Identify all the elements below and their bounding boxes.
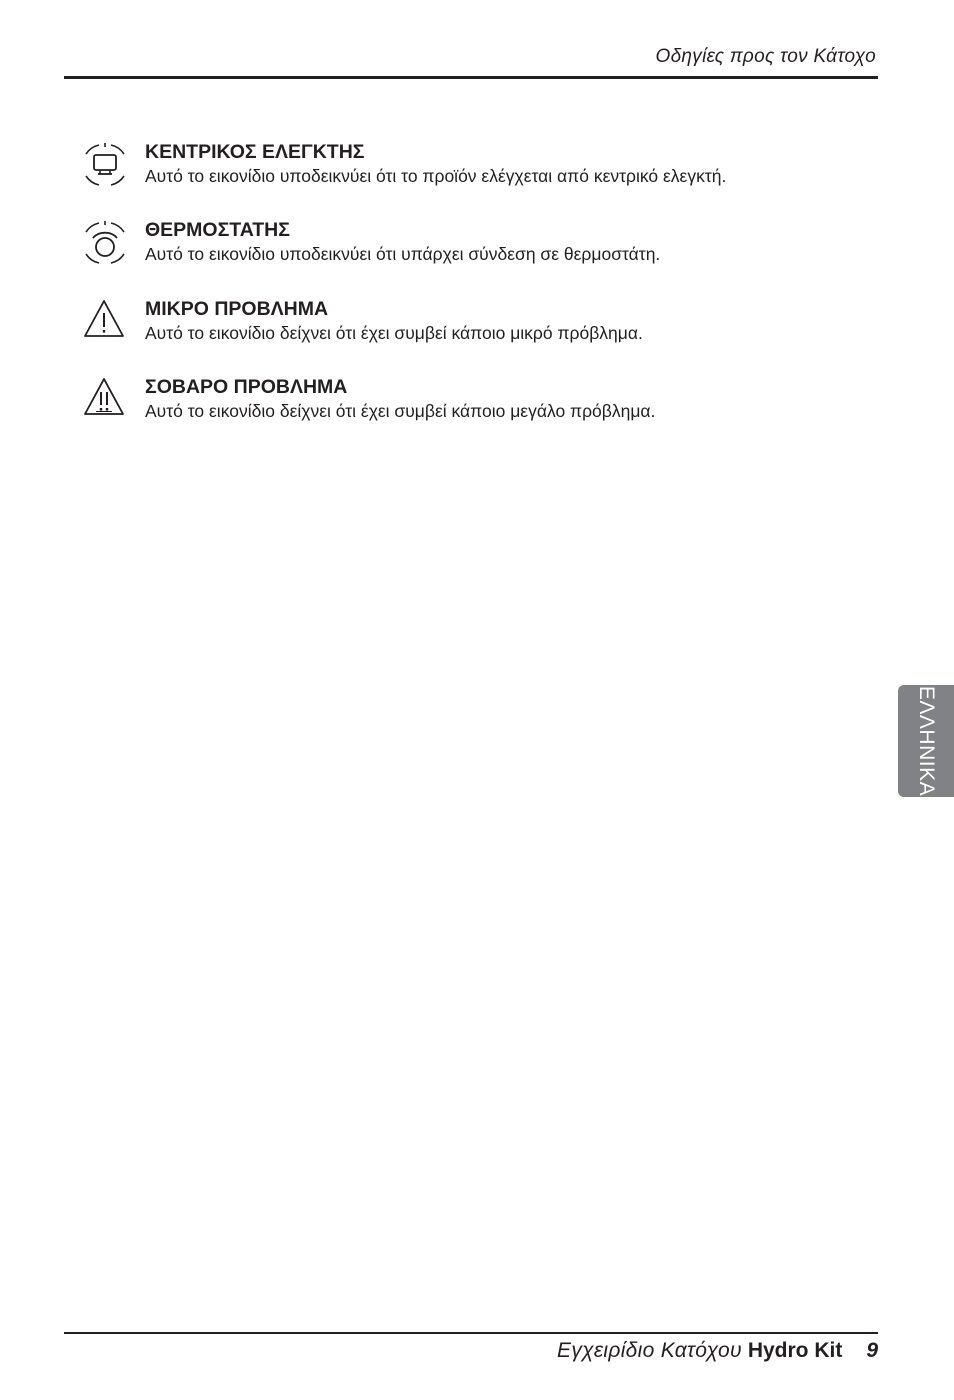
icon-legend-central-controller — [80, 140, 854, 200]
serious-warning-triangle-icon — [80, 375, 130, 425]
footer-manual-title: Εγχειρίδιο Κατόχου — [557, 1339, 742, 1362]
entry-description: Αυτό το εικονίδιο υποδεικνύει ότι το προϊόν ελέγχεται από κεντρικό ελεγκτή. — [145, 166, 727, 186]
entry-description: Αυτό το εικονίδιο δείχνει ότι έχει συμβεί κάποιο μεγάλο πρόβλημα. — [145, 401, 656, 421]
entry-title: ΜΙΚΡΟ ΠΡΟΒΛΗΜΑ — [145, 298, 329, 320]
icon-legend-serious-problem — [80, 375, 854, 435]
language-tab — [898, 685, 954, 797]
entry-title: ΚΕΝΤΡΙΚΟΣ ΕΛΕΓΚΤΗΣ — [145, 141, 365, 163]
entry-description: Αυτό το εικονίδιο υποδεικνύει ότι υπάρχει σύνδεση σε θερμοστάτη. — [145, 244, 661, 264]
warning-triangle-icon — [80, 297, 130, 347]
entry-title: ΣΟΒΑΡΟ ΠΡΟΒΛΗΜΑ — [145, 376, 348, 398]
page-number: 9 — [866, 1339, 878, 1362]
icon-legend-minor-problem — [80, 297, 854, 357]
language-tab-label: ΕΛΛΗΝΙΚΑ — [915, 685, 938, 797]
entry-description: Αυτό το εικονίδιο δείχνει ότι έχει συμβεί κάποιο μικρό πρόβλημα. — [145, 323, 643, 343]
thermostat-icon — [80, 218, 130, 268]
footer-divider — [64, 1332, 878, 1334]
central-controller-icon — [80, 140, 130, 190]
footer-product-name: Hydro Kit — [747, 1339, 843, 1362]
entry-title: ΘΕΡΜΟΣΤΑΤΗΣ — [145, 219, 290, 241]
icon-legend-thermostat — [80, 218, 854, 278]
page-header-title: Οδηγίες προς τον Κάτοχο — [655, 46, 876, 67]
header-divider — [64, 76, 878, 79]
page-footer — [557, 1339, 878, 1363]
